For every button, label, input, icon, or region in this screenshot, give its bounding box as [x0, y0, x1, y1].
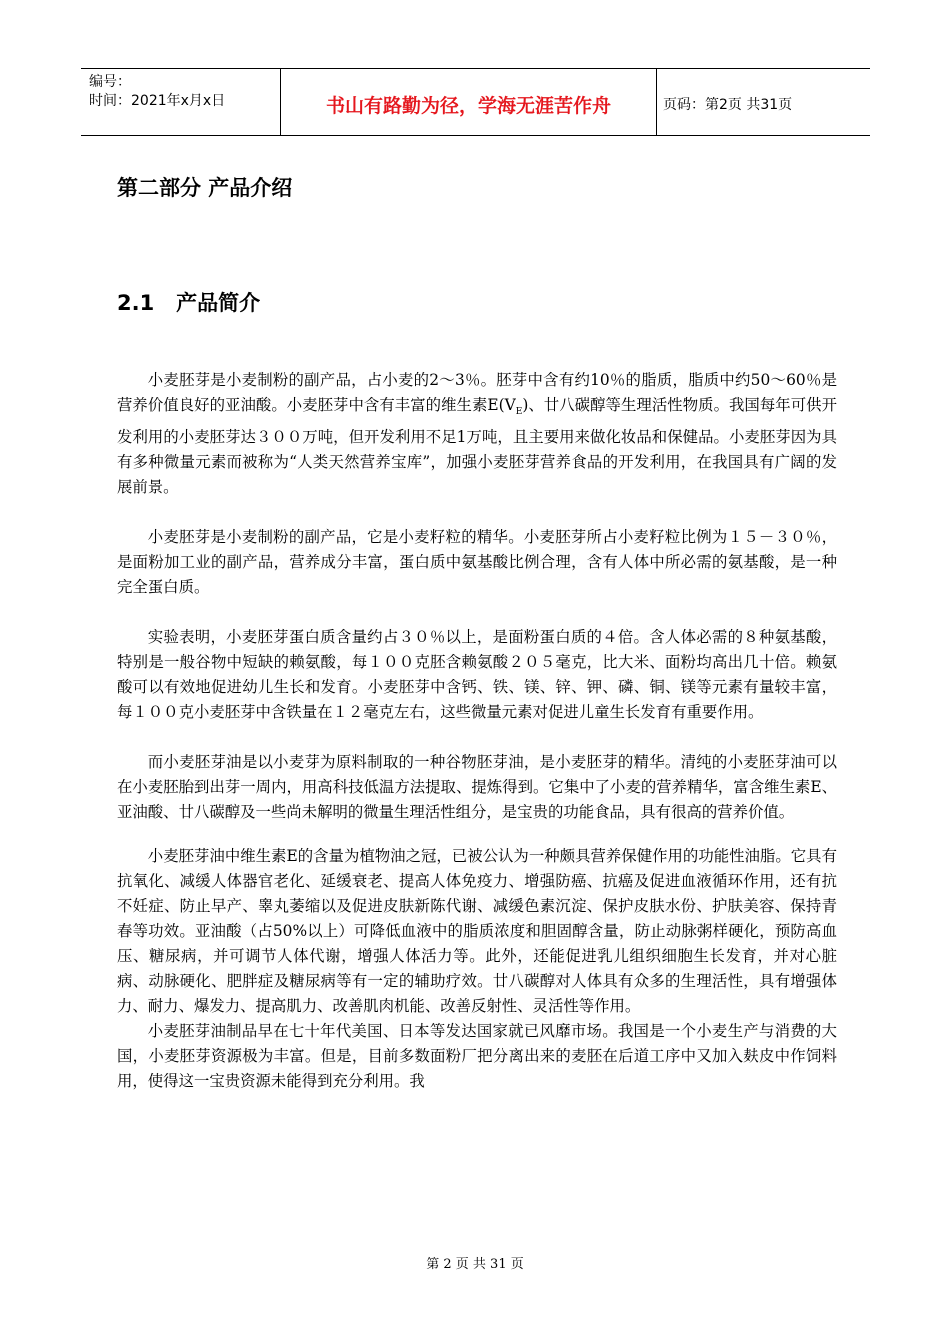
section-title: 2.1 产品简介 — [117, 291, 261, 315]
paragraph-1-part-a: 小麦胚芽是小麦制粉的副产品，占小麦的2～3％。胚芽中含有约10％的脂质，脂质中约50～60％是营养价值良好的亚油酸。小麦胚芽中含有丰富的维生素E(V — [117, 371, 837, 414]
header-motto: 书山有路勤为径，学海无涯苦作舟 — [281, 69, 657, 135]
paragraph-5: 小麦胚芽油中维生素E的含量为植物油之冠，已被公认为一种颇具营养保健作用的功能性油脂。它具有抗氧化、减缓人体器官老化、延缓衰老、提高人体免疫力、增强防癌、抗癌及促进血液循环作用，还有抗不妊症、防止早产、睾丸萎缩以及促进皮肤新陈代谢、减缓色素沉淀、保护皮肤水份、护肤美容、保持青春等功效。亚油酸（占50%以上）可降低血液中的脂质浓度和胆固醇含量，防止动脉粥样硬化，预防高血压、糖尿病，并可调节人体代谢，增强人体活力等。此外，还能促进乳儿组织细胞生长发育，并对心脏病、动脉硬化、肥胖症及糖尿病等有一定的辅助疗效。廿八碳醇对人体具有众多的生理活性，具有增强体力、耐力、爆发力、提高肌力、改善肌肉机能、改善反射性、灵活性等作用。 — [117, 847, 837, 1016]
vitamin-e-subscript: E — [515, 407, 523, 418]
header-page-info: 页码：第2页 共31页 — [663, 97, 793, 113]
page-header — [81, 68, 870, 136]
paragraph-2: 小麦胚芽是小麦制粉的副产品，它是小麦籽粒的精华。小麦胚芽所占小麦籽粒比例为１５－３０％，是面粉加工业的副产品，营养成分丰富，蛋白质中氨基酸比例合理，含有人体中所必需的氨基酸，是一种完全蛋白质。 — [117, 528, 837, 597]
document-number-label: 编号： — [89, 74, 131, 90]
document-time-label: 时间：2021年x月x日 — [89, 93, 226, 109]
part-title: 第二部分 产品介绍 — [117, 176, 293, 200]
page-footer: 第 2 页 共 31 页 — [426, 1257, 524, 1272]
paragraph-1-part-b: )、廿八碳醇等生理活性物质。我国每年可供开发利用的小麦胚芽达３００万吨，但开发利用不足1万吨，且主要用来做化妆品和保健品。小麦胚芽因为具有多种微量元素而被称为“人类天然营养宝库”，加强小麦胚芽营养食品的开发利用，在我国具有广阔的发展前景。 — [117, 396, 837, 497]
paragraph-1 — [117, 368, 837, 500]
paragraph-6: 小麦胚芽油制品早在七十年代美国、日本等发达国家就已风靡市场。我国是一个小麦生产与消费的大国，小麦胚芽资源极为丰富。但是，目前多数面粉厂把分离出来的麦胚在后道工序中又加入麸皮中作饲料用，使得这一宝贵资源未能得到充分利用。我 — [117, 1022, 837, 1091]
document-body — [117, 368, 837, 1094]
header-meta — [81, 69, 281, 135]
paragraph-4: 而小麦胚芽油是以小麦芽为原料制取的一种谷物胚芽油，是小麦胚芽的精华。清纯的小麦胚芽油可以在小麦胚胎到出芽一周内，用高科技低温方法提取、提炼得到。它集中了小麦的营养精华，富含维生素E、亚油酸、廿八碳醇及一些尚未解明的微量生理活性组分，是宝贵的功能食品，具有很高的营养价值。 — [117, 753, 837, 822]
paragraph-3: 实验表明，小麦胚芽蛋白质含量约占３０％以上，是面粉蛋白质的４倍。含人体必需的８种氨基酸，特别是一般谷物中短缺的赖氨酸，每１００克胚含赖氨酸２０５毫克，比大米、面粉均高出几十倍。赖氨酸可以有效地促进幼儿生长和发育。小麦胚芽中含钙、铁、镁、锌、钾、磷、铜、镁等元素有量较丰富，每１００克小麦胚芽中含铁量在１２毫克左右，这些微量元素对促进儿童生长发育有重要作用。 — [117, 628, 837, 722]
